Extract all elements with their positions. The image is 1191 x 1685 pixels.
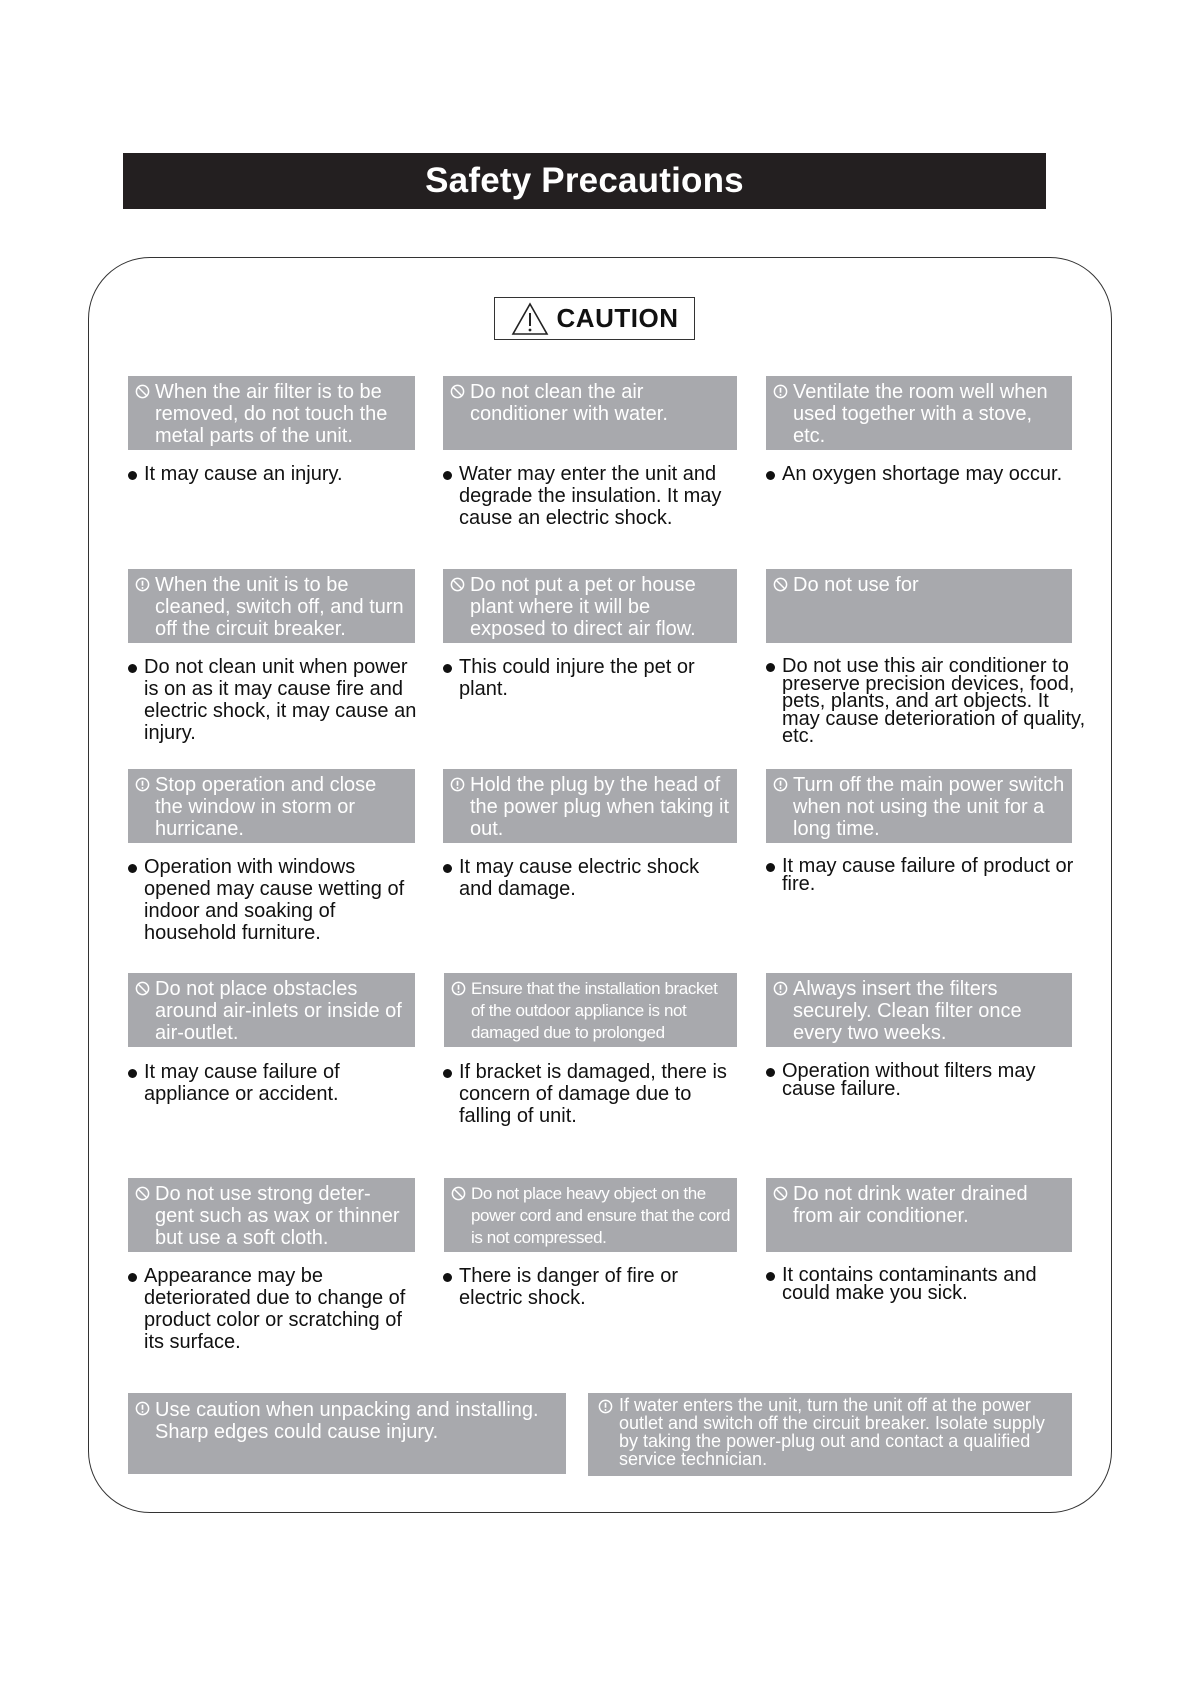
precaution-heading xyxy=(588,1393,1072,1476)
prohibited-icon xyxy=(451,1186,466,1201)
prohibited-icon xyxy=(135,384,150,399)
prohibited-icon xyxy=(135,981,150,996)
precaution-heading xyxy=(444,973,737,1064)
precaution-heading-text: Stop operation and close the window in storm or hurricane. xyxy=(155,774,377,840)
mandatory-icon xyxy=(598,1399,613,1414)
precaution-heading xyxy=(766,569,1072,643)
precaution-note: Operation with windows opened may cause wetting of indoor and soaking of household furniture. xyxy=(128,856,418,944)
precaution-heading-text: Always insert the filters securely. Clean filter once every two weeks. xyxy=(793,978,1022,1044)
precaution-heading-text: Do not clean the air conditioner with water. xyxy=(470,381,668,425)
mandatory-icon xyxy=(135,777,150,792)
precaution-heading xyxy=(443,769,737,843)
precaution-note: Do not use this air conditioner to preserve precision devices, food, pets, plants, and art objects. It may cause deterioration of quality, etc. xyxy=(766,658,1086,746)
prohibited-icon xyxy=(450,577,465,592)
precaution-heading xyxy=(766,1178,1072,1252)
mandatory-icon xyxy=(773,384,788,399)
precaution-note: It may cause electric shock and damage. xyxy=(443,856,723,900)
precaution-heading xyxy=(128,1178,415,1252)
precaution-note: Appearance may be deteriorated due to change of product color or scratching of its surface. xyxy=(128,1265,408,1353)
precaution-heading xyxy=(128,376,415,450)
precaution-heading-text: Turn off the main power switch when not using the unit for a long time. xyxy=(793,774,1065,840)
precaution-heading-text: Hold the plug by the head of the power plug when taking it out. xyxy=(470,774,730,840)
precaution-heading-text: When the air filter is to be removed, do not touch the metal parts of the unit. xyxy=(155,381,388,447)
precaution-heading xyxy=(443,376,737,450)
precaution-heading-text: Ventilate the room well when used together with a stove, etc. xyxy=(793,381,1048,447)
page-title: Safety Precautions xyxy=(425,161,744,200)
prohibited-icon xyxy=(773,1186,788,1201)
precaution-note: This could injure the pet or plant. xyxy=(443,656,723,700)
caution-label: CAUTION xyxy=(556,303,679,333)
precaution-heading xyxy=(766,769,1072,843)
prohibited-icon xyxy=(773,577,788,592)
precaution-heading-text: Do not place obstacles around air-inlets or inside of air-outlet. xyxy=(155,978,402,1044)
precaution-heading-text: If water enters the unit, turn the unit off at the power outlet and switch off the circuit breaker. Isolate supply by taking the power-plug out and contact a qualified service technician. xyxy=(619,1395,1045,1469)
precaution-note: An oxygen shortage may occur. xyxy=(766,463,1086,485)
precaution-heading-text: Do not put a pet or house plant where it will be exposed to direct air flow. xyxy=(470,574,696,640)
precaution-heading-text: When the unit is to be cleaned, switch off, and turn off the circuit breaker. xyxy=(155,574,404,640)
precaution-heading-text: Do not use strong deter-gent such as wax or thinner but use a soft cloth. xyxy=(155,1183,400,1249)
precaution-heading-text: Do not use for xyxy=(793,574,919,596)
precaution-heading-text: Use caution when unpacking and installing. Sharp edges could cause injury. xyxy=(155,1399,539,1443)
precaution-note: Do not clean unit when power is on as it may cause fire and electric shock, it may cause an injury. xyxy=(128,656,418,744)
title-bar xyxy=(123,153,1046,209)
mandatory-icon xyxy=(773,981,788,996)
precaution-note: Operation without filters may cause failure. xyxy=(766,1063,1066,1098)
precaution-heading-text: Do not place heavy object on the power cord and ensure that the cord is not compressed. xyxy=(471,1184,731,1247)
precaution-note: Water may enter the unit and degrade the insulation. It may cause an electric shock. xyxy=(443,463,743,529)
precaution-note: There is danger of fire or electric shock. xyxy=(443,1265,723,1309)
precaution-heading xyxy=(128,973,415,1047)
mandatory-icon xyxy=(135,577,150,592)
precaution-heading xyxy=(444,1178,737,1252)
precaution-note: It may cause failure of product or fire. xyxy=(766,858,1076,893)
precaution-heading xyxy=(128,569,415,643)
prohibited-icon xyxy=(450,384,465,399)
mandatory-icon xyxy=(773,777,788,792)
caution-label-box xyxy=(494,297,695,340)
precaution-heading xyxy=(766,376,1072,450)
precaution-heading-text: Ensure that the installation bracket of the outdoor appliance is not damaged due to prolonged exposure. xyxy=(471,979,718,1064)
warning-triangle-icon xyxy=(511,302,549,336)
precaution-heading xyxy=(128,769,415,843)
precaution-heading xyxy=(443,569,737,643)
precaution-note: If bracket is damaged, there is concern of damage due to falling of unit. xyxy=(443,1061,743,1127)
precaution-heading xyxy=(128,1393,566,1474)
precaution-heading-text: Do not drink water drained from air conditioner. xyxy=(793,1183,1028,1227)
prohibited-icon xyxy=(135,1186,150,1201)
precaution-note: It contains contaminants and could make you sick. xyxy=(766,1267,1066,1302)
precaution-note: It may cause failure of appliance or accident. xyxy=(128,1061,418,1105)
mandatory-icon xyxy=(451,981,466,996)
precaution-note: It may cause an injury. xyxy=(128,463,428,485)
mandatory-icon xyxy=(450,777,465,792)
precaution-heading xyxy=(766,973,1072,1047)
mandatory-icon xyxy=(135,1401,150,1416)
